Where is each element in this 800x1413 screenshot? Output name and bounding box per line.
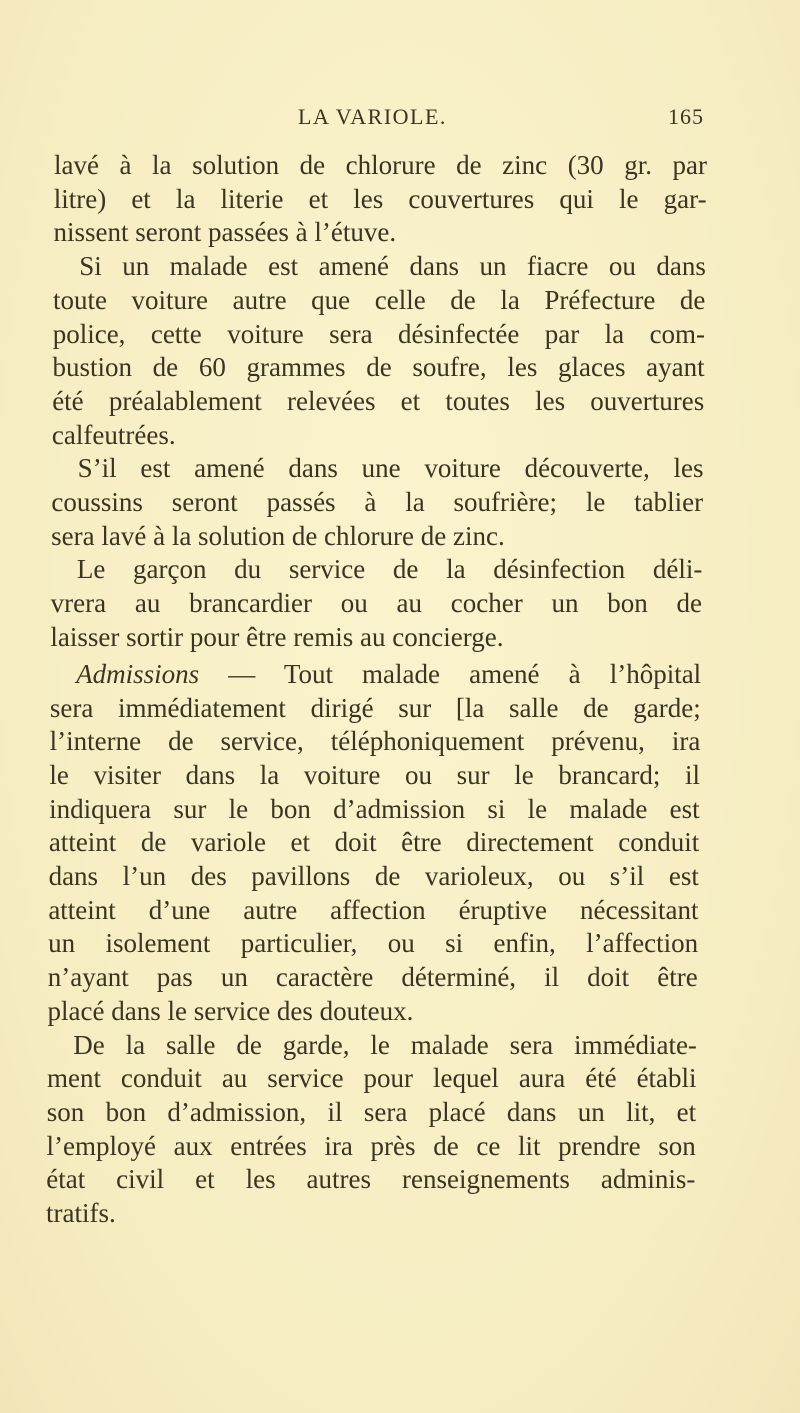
text-line: placé dans le service des douteux.	[47, 995, 414, 1026]
text-line: un isolement particulier, ou si enfin, l’affection	[48, 928, 699, 959]
text-line: dans l’un des pavillons de varioleux, ou s’il est	[48, 861, 699, 891]
text-line: laisser sortir pour être remis au concierge.	[50, 621, 504, 652]
text-line: sera immédiatement dirigé sur [la salle de garde;	[49, 692, 701, 723]
text-line: son bon d’admission, il sera placé dans un lit, et	[46, 1096, 697, 1127]
text-line: l’interne de service, téléphoniquement prévenu, ira	[49, 726, 701, 757]
text-line: été préalablement relevées et toutes les ouvertures	[52, 385, 705, 416]
text-line: Si un malade est amené dans un fiacre ou dans	[79, 251, 706, 282]
text-line: sera lavé à la solution de chlorure de zinc.	[51, 520, 505, 551]
page-number: 165	[668, 104, 704, 129]
text-line: ment conduit au service pour lequel aura été établi	[47, 1063, 697, 1094]
running-title: LA VARIOLE.	[298, 104, 447, 129]
line-text: — Tout malade amené à l’hôpital	[199, 658, 702, 689]
text-line: le visiter dans la voiture ou sur le brancard; il	[49, 759, 701, 790]
text-line: coussins seront passés à la soufrière; le tablier	[51, 487, 704, 517]
text-line: état civil et les autres renseignements adminis-	[46, 1164, 696, 1195]
text-line: l’employé aux entrées ira près de ce lit prendre son	[46, 1130, 696, 1161]
text-line: vrera au brancardier ou au cocher un bon de	[50, 588, 702, 619]
text-line: indiquera sur le bon d’admission si le malade est	[49, 793, 700, 824]
text-line: Le garçon du service de la désinfection déli-	[76, 554, 703, 585]
section-heading: Admissions	[76, 658, 200, 689]
text-line: tratifs.	[46, 1198, 116, 1228]
text-line: atteint de variole et doit être directement conduit	[48, 827, 700, 858]
text-line: bustion de 60 grammes de soufre, les glaces ayant	[52, 352, 705, 383]
text-line: lavé à la solution de chlorure de zinc (30 gr. par	[54, 150, 707, 180]
text-line: nissent seront passées à l’étuve.	[53, 217, 397, 248]
text-line: n’ayant pas un caractère déterminé, il doit être	[47, 962, 698, 993]
text-line: toute voiture autre que celle de la Préfecture de	[52, 284, 706, 315]
text-line	[76, 657, 701, 691]
text-line: calfeutrées.	[51, 419, 176, 450]
text-line: litre) et la literie et les couvertures qui le gar-	[53, 183, 707, 214]
text-line: De la salle de garde, le malade sera immédiate-	[73, 1029, 697, 1060]
text-line: police, cette voiture sera désinfectée par la com-	[52, 318, 706, 349]
text-line: S’il est amené dans une voiture découverte, les	[77, 453, 704, 484]
text-line: atteint d’une autre affection éruptive nécessitant	[48, 894, 699, 925]
